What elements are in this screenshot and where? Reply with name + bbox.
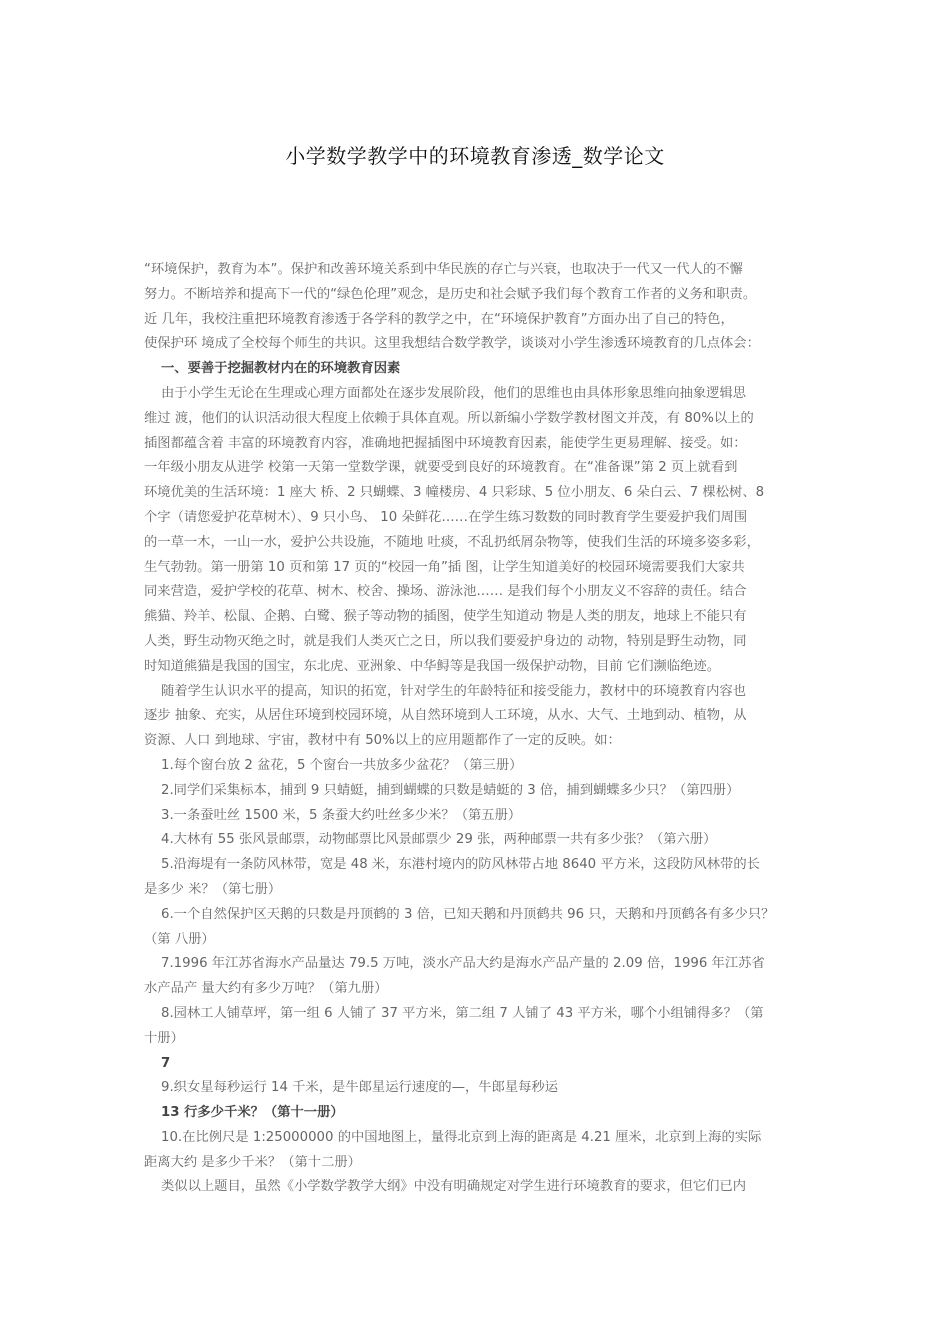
paragraph-line: 由于小学生无论在生理或心理方面都处在逐步发展阶段，他们的思维也由具体形象思维向抽象逻辑思 <box>161 385 747 401</box>
question-line: 3.一条蚕吐丝 1500 米，5 条蚕大约吐丝多少米？（第五册） <box>161 807 522 823</box>
document-body <box>144 258 808 1200</box>
question-line: 距离大约 是多少千米？（第十二册） <box>144 1154 361 1170</box>
section-heading: 一、要善于挖掘教材内在的环境教育因素 <box>161 361 401 377</box>
paragraph-line: 资源、人口 到地球、宇宙，教材中有 50%以上的应用题都作了一定的反映。如： <box>144 733 621 749</box>
paragraph-line: 一年级小朋友从进学 校第一天第一堂数学课，就要受到良好的环境教育。在“准备课”第 2 页上就看到 <box>144 460 738 476</box>
paragraph-line: 使保护环 境成了全校每个师生的共识。这里我想结合数学教学，谈谈对小学生渗透环境教育的几点体会： <box>144 336 760 352</box>
paragraph-line: 类似以上题目，虽然《小学数学教学大纲》中没有明确规定对学生进行环境教育的要求，但它们已内 <box>161 1179 747 1195</box>
question-line: 4.大林有 55 张风景邮票，动物邮票比风景邮票少 29 张，两种邮票一共有多少张？（第六册） <box>161 832 717 848</box>
question-line: 2.同学们采集标本，捕到 9 只蜻蜓，捕到蝴蝶的只数是蜻蜓的 3 倍，捕到蝴蝶多少只？（第四册） <box>161 782 740 798</box>
paragraph-line: 时知道熊猫是我国的国宝，东北虎、亚洲象、中华鲟等是我国一级保护动物，目前 它们濒临绝迹。 <box>144 658 720 674</box>
question-line: 13 行多少千米？（第十一册） <box>161 1105 344 1121</box>
question-line: （第 八册） <box>144 931 215 947</box>
paragraph-line: 同来营造，爱护学校的花草、树木、校舍、操场、游泳池…… 是我们每个小朋友义不容辞的责任。结合 <box>144 584 747 600</box>
question-line: 9.织女星每秒运行 14 千米，是牛郎星运行速度的—，牛郎星每秒运 <box>161 1080 559 1096</box>
paragraph-line: 逐步 抽象、充实，从居住环境到校园环境，从自然环境到人工环境，从水、大气、土地到动、植物，从 <box>144 708 747 724</box>
paragraph-line: 随着学生认识水平的提高，知识的拓宽，针对学生的年龄特征和接受能力，教材中的环境教育内容也 <box>161 683 747 699</box>
question-line: 7.1996 年江苏省海水产品量达 79.5 万吨，淡水产品大约是海水产品产量的 2.09 倍，1996 年江苏省 <box>161 956 765 972</box>
question-line: 10.在比例尺是 1:25000000 的中国地图上，量得北京到上海的距离是 4.21 厘米，北京到上海的实际 <box>161 1129 762 1145</box>
paragraph-line: 插图都蕴含着 丰富的环境教育内容，准确地把握插图中环境教育因素，能使学生更易理解、接受。如： <box>144 435 747 451</box>
question-line: 8.园林工人铺草坪，第一组 6 人铺了 37 平方米，第二组 7 人铺了 43 平方米，哪个小组铺得多？（第 <box>161 1005 764 1021</box>
fraction-numerator: 7 <box>161 1055 171 1071</box>
paragraph-line: 努力。不断培养和提高下一代的“绿色伦理”观念，是历史和社会赋予我们每个教育工作者的义务和职责。 <box>144 286 757 302</box>
paragraph-line: 生气勃勃。第一册第 10 页和第 17 页的“校园一角”插 图，让学生知道美好的校园环境需要我们大家共 <box>144 559 745 575</box>
document-title: 小学数学教学中的环境教育渗透_数学论文 <box>285 144 665 168</box>
question-line: 6.一个自然保护区天鹅的只数是丹顶鹤的 3 倍，已知天鹅和丹顶鹤共 96 只，天鹅和丹顶鹤各有多少只？ <box>161 906 775 922</box>
question-line: 1.每个窗台放 2 盆花，5 个窗台一共放多少盆花？（第三册） <box>161 757 523 773</box>
paragraph-line: 环境优美的生活环境：1 座大 桥、2 只蝴蝶、3 幢楼房、4 只彩球、5 位小朋友、6 朵白云、7 棵松树、8 <box>144 485 765 501</box>
paragraph-line: 熊猫、羚羊、松鼠、企鹅、白鹭、猴子等动物的插图，使学生知道动 物是人类的朋友，地球上不能只有 <box>144 609 747 625</box>
question-line: 5.沿海堤有一条防风林带，宽是 48 米，东港村境内的防风林带占地 8640 平方米，这段防风林带的长 <box>161 857 760 873</box>
paragraph-line: 的一草一木，一山一水，爱护公共设施，不随地 吐痰，不乱扔纸屑杂物等，使我们生活的环境多姿多彩， <box>144 534 760 550</box>
paragraph-line: 个字（请您爱护花草树木）、9 只小鸟、 10 朵鲜花……在学生练习数数的同时教育学生要爱护我们周围 <box>144 509 748 525</box>
paragraph-line: 近 几年，我校注重把环境教育渗透于各学科的教学之中，在“环境保护教育”方面办出了自己的特色， <box>144 311 734 327</box>
paragraph-line: 人类，野生动物灭绝之时，就是我们人类灭亡之日，所以我们要爱护身边的 动物，特别是野生动物，同 <box>144 633 747 649</box>
paragraph-line: “环境保护，教育为本”。保护和改善环境关系到中华民族的存亡与兴衰，也取决于一代又一代人的不懈 <box>144 262 743 277</box>
paragraph-line: 维过 渡，他们的认识活动很大程度上依赖于具体直观。所以新编小学数学教材图文并茂，有 80%以上的 <box>144 410 754 426</box>
question-line: 是多少 米？（第七册） <box>144 881 282 897</box>
question-line: 十册） <box>144 1030 184 1046</box>
question-line: 水产品产 量大约有多少万吨？（第九册） <box>144 981 388 997</box>
